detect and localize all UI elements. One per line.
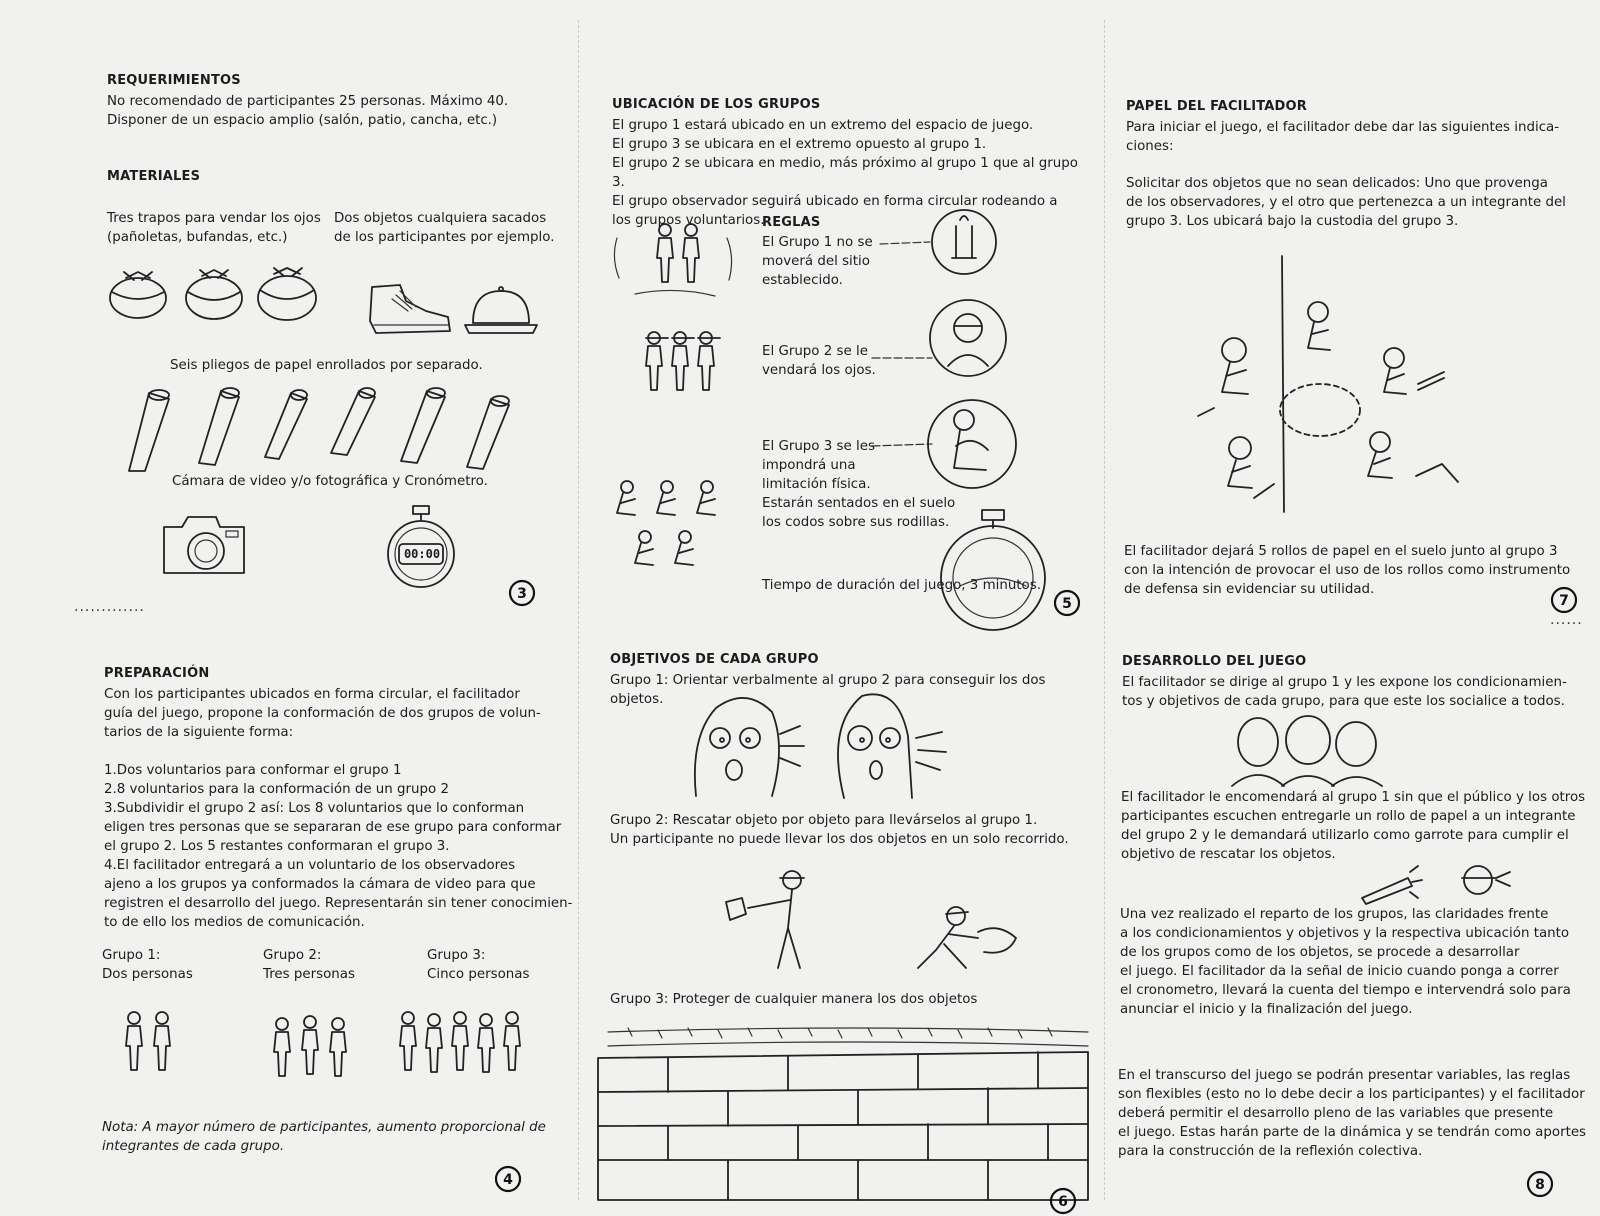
preparacion-heading: PREPARACIÓN (104, 666, 210, 681)
wall-barbed-wire-illustration (598, 1018, 1098, 1200)
papel-text: Para iniciar el juego, el facilitador debe dar las siguientes indica- ciones: (1126, 120, 1560, 154)
preparacion-text: Con los participantes ubicados en forma circular, el facilitador guía del juego, propone la conformación de dos grupos de volun- tarios de la siguiente forma: (104, 687, 541, 740)
grupo-1-rule-icon (876, 208, 998, 280)
boot-illustration (366, 281, 456, 341)
rollos-text: El facilitador dejará 5 rollos de papel en el suelo junto al grupo 3 con la intención de provocar el uso de los rollos como instrumento de defensa sin evidenciar su utilidad. (1124, 544, 1571, 597)
blindfolded-rescue-illustration (708, 868, 1028, 974)
camera-illustration (160, 515, 248, 577)
requerimientos-heading: REQUERIMIENTOS (107, 73, 241, 88)
grupo-2-size: Tres personas (263, 967, 355, 982)
club-blindfold-illustration (1360, 858, 1520, 906)
desarrollo-text: El facilitador se dirige al grupo 1 y les expone los condicionamien- tos y objetivos de cada grupo, para que este los socialice a todos. (1122, 675, 1567, 709)
page-3-dots: ............. (74, 599, 145, 615)
shouting-faces-illustration (676, 686, 966, 802)
page-number-8 (1525, 1169, 1555, 1199)
nota-text: Nota: A mayor número de participantes, aumento proporcional de integrantes de cada grupo. (102, 1120, 546, 1154)
grupo-3-label (427, 946, 529, 984)
objetos-text: Dos objetos cualquiera sacados de los participantes por ejemplo. (334, 211, 555, 245)
svg-text:5: 5 (1062, 596, 1072, 612)
cap-illustration (463, 285, 539, 337)
ubicacion-heading: UBICACIÓN DE LOS GRUPOS (612, 97, 821, 112)
svg-text:4: 4 (503, 1172, 513, 1188)
regla-3-text: El Grupo 3 se les impondrá una limitación física. Estarán sentados en el suelo los codos sobre sus rodillas. (762, 439, 956, 530)
grupo-3-name: Grupo 3: (427, 948, 486, 963)
paper-rolls-illustration (125, 383, 545, 473)
grupo-2-name: Grupo 2: (263, 948, 322, 963)
grupo-3-rule-icon (868, 398, 1018, 490)
page-number-4 (493, 1164, 523, 1194)
group-huddle-illustration (1222, 712, 1392, 786)
page-number-5 (1052, 588, 1082, 618)
page-number-3 (507, 578, 537, 608)
transcurso-text: En el transcurso del juego se podrán presentar variables, las reglas son flexibles (esto no lo debe decir a los participantes) y el facilitador deberá permitir el desarrollo pleno de las variables que presente el juego. Estas harán parte de la dinámica y se tendrán como aportes para la construcción de la reflexión colectiva. (1118, 1068, 1587, 1159)
stopwatch-display: 00:00 (403, 547, 441, 561)
page-7 (1126, 97, 1576, 156)
page-8 (1122, 652, 1582, 711)
pliegos-text: Seis pliegos de papel enrollados por separado. (170, 358, 483, 373)
page-7-dots: ...... (1550, 612, 1583, 628)
regla-1-text: El Grupo 1 no se moverá del sitio establecido. (762, 235, 873, 288)
papel-heading: PAPEL DEL FACILITADOR (1126, 99, 1308, 114)
svg-text:8: 8 (1535, 1177, 1545, 1193)
grupo-2-rule-icon (868, 300, 1012, 378)
reglas-heading: REGLAS (762, 215, 821, 230)
grupo-1-name: Grupo 1: (102, 948, 161, 963)
page-5 (612, 95, 1082, 230)
reparto-text: Una vez realizado el reparto de los grupos, las claridades frente a los condicionamientos y objetivos y la respectiva ubicación tanto de los grupos como de los objetos, se procede a desarrollar el juego. El facilitador da la señal de inicio cuando ponga a correr el cronometro, llevará la cuenta del tiempo e intervendrá solo para anunciar el inicio y la finalización del juego. (1120, 907, 1571, 1017)
blindfold-bandanas-illustration (104, 268, 324, 332)
preparacion-steps: 1.Dos voluntarios para conformar el grupo 1 2.8 voluntarios para la conformación de un grupo 2 3.Subdividir el grupo 2 así: Los 8 voluntarios que lo conforman eligen tres personas que se separaran de ese grupo para conformar el grupo 2. Los 5 restantes conformaran el grupo 3. 4.El facilitador entregará a un voluntario de los observadores ajeno a los grupos ya conformados la cámara de video para que registren el desarrollo del juego. Representarán sin tener conocimien- to de ello los medios de comunicación. (104, 763, 573, 930)
objetivo-grupo-1-text: Grupo 1: Orientar verbalmente al grupo 2 para conseguir los dos objetos. (610, 673, 1046, 707)
page-number-6 (1048, 1186, 1078, 1216)
svg-text:7: 7 (1559, 593, 1569, 609)
grupo-2-blindfolded-illustration (640, 326, 730, 406)
grupo-3-size: Cinco personas (427, 967, 530, 982)
ubicacion-text: El grupo 1 estará ubicado en un extremo del espacio de juego. El grupo 3 se ubicara en el extremo opuesto al grupo 1. El grupo 2 se ubicara en medio, más próximo al grupo 1 que al grupo 3. El grupo observador seguirá ubicado en forma circular rodeando a los grupos voluntarios. (612, 118, 1078, 228)
fold-line-left (578, 20, 579, 1200)
fold-line-right (1104, 20, 1105, 1200)
grupo-1-standing-illustration (605, 218, 745, 298)
svg-text:3: 3 (517, 586, 527, 602)
duracion-text: Tiempo de duración del juego, 3 minutos. (762, 578, 1041, 593)
solicitar-text: Solicitar dos objetos que no sean delicados: Uno que provenga de los observadores, y el otro que pertenezca a un integrante del grupo 3. Los ubicará bajo la custodia del grupo 3. (1126, 176, 1566, 229)
group-figures-illustration (120, 1008, 540, 1074)
requerimientos-text: No recomendado de participantes 25 personas. Máximo 40. Disponer de un espacio amplio (salón, patio, cancha, etc.) (107, 94, 509, 128)
objetivo-grupo-3-text: Grupo 3: Proteger de cualquier manera los dos objetos (610, 992, 978, 1007)
large-stopwatch-illustration (938, 510, 1048, 622)
camara-text: Cámara de video y/o fotográfica y Cronómetro. (172, 474, 488, 489)
page-4 (104, 664, 554, 742)
regla-2-text: El Grupo 2 se le vendará los ojos. (762, 344, 876, 378)
svg-text:6: 6 (1058, 1194, 1068, 1210)
facilitator-scene-illustration (1178, 252, 1478, 520)
grupo-3-seated-illustration (605, 475, 735, 585)
grupo-1-size: Dos personas (102, 967, 193, 982)
trapos-text: Tres trapos para vendar los ojos (pañoletas, bufandas, etc.) (107, 211, 321, 245)
grupo-2-label (263, 946, 355, 984)
encomendara-text: El facilitador le encomendará al grupo 1 sin que el público y los otros participantes escuchen entregarle un rollo de papel a un integrante del grupo 2 y le demandará utilizarlo como garrote para cumplir el objetivo de rescatar los objetos. (1121, 790, 1586, 862)
page-3 (107, 71, 557, 130)
objetivo-grupo-2-text: Grupo 2: Rescatar objeto por objeto para llevárselos al grupo 1. Un participante no puede llevar los dos objetos en un solo recorrido. (610, 813, 1069, 847)
desarrollo-heading: DESARROLLO DEL JUEGO (1122, 654, 1307, 669)
materiales-heading: MATERIALES (107, 169, 201, 184)
stopwatch-illustration (383, 506, 459, 590)
objetivos-heading: OBJETIVOS DE CADA GRUPO (610, 652, 819, 667)
grupo-1-label (102, 946, 193, 984)
